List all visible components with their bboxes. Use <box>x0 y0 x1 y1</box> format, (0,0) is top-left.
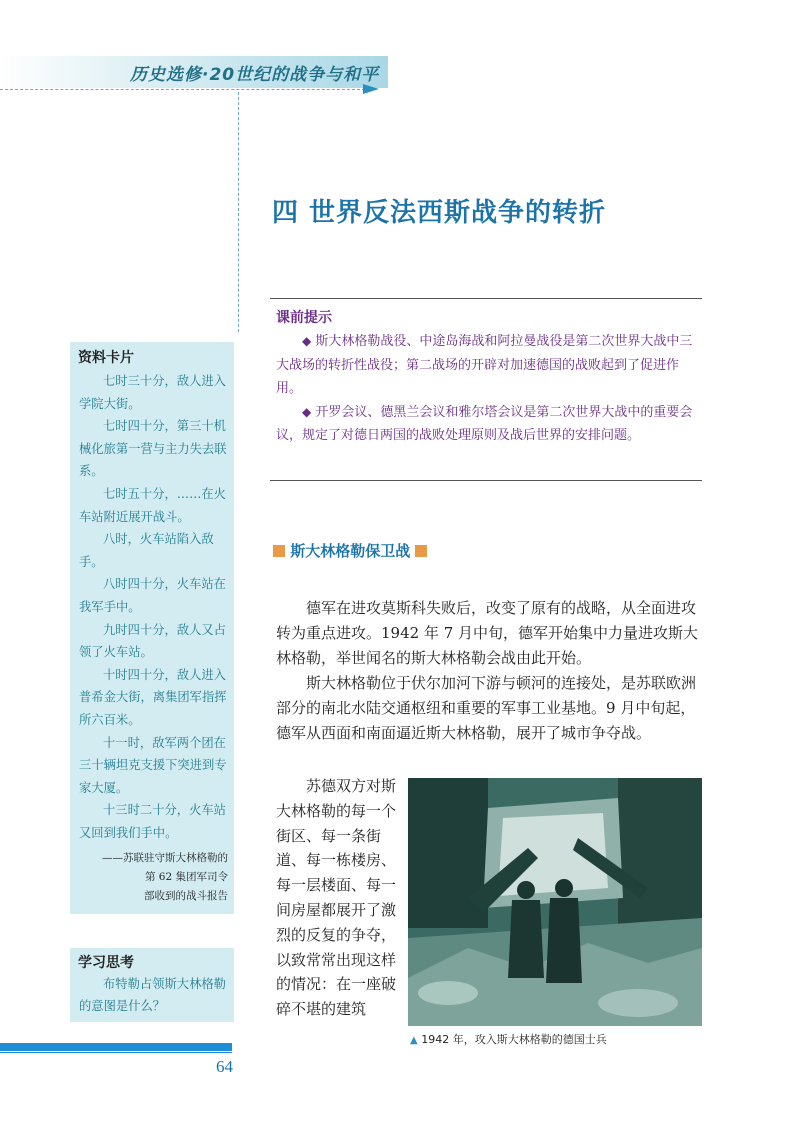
photo-caption-text: 1942 年，攻入斯大林格勒的德国士兵 <box>421 1033 607 1046</box>
hint-item-text: 斯大林格勒战役、中途岛海战和阿拉曼战役是第二次世界大战中三大战场的转折性战役；第二战场的开辟对加速德国的战败起到了促进作用。 <box>276 334 693 396</box>
body-paragraph-1: 德军在进攻莫斯科失败后，改变了原有的战略，从全面进攻转为重点进攻。1942 年 7 月中旬，德军开始集中力量进攻斯大林格勒，举世闻名的斯大林格勒会战由此开始。 <box>276 599 699 667</box>
header-arrow-icon <box>363 84 379 94</box>
chapter-title: 四 世界反法西斯战争的转折 <box>272 198 607 228</box>
body-paragraph-2: 斯大林格勒位于伏尔加河下游与顿河的连接处，是苏联欧洲部分的南北水陆交通枢纽和重要的军事工业基地。9 月中旬起，德军从西面和南面逼近斯大林格勒，展开了城市争夺战。 <box>276 674 697 742</box>
square-right-icon <box>415 545 427 557</box>
source-line: 第 62 集团军司令 <box>144 871 228 883</box>
body-paragraph-3-wrap <box>276 774 398 1022</box>
footer-line <box>0 1052 232 1053</box>
resource-entry: 十时四十分，敌人进入普希金大街，离集团军指挥所六百米。 <box>79 667 227 727</box>
diamond-bullet-icon: ◆ <box>302 334 312 348</box>
hint-item <box>276 401 704 448</box>
resource-entry: 十一时，敌军两个团在三十辆坦克支援下突进到专家大厦。 <box>79 735 227 795</box>
resource-entry: 八时，火车站陷入敌手。 <box>79 532 214 569</box>
hint-top-rule <box>270 298 702 299</box>
hint-heading: 课前提示 <box>276 310 332 326</box>
think-question: 布特勒占领斯大林格勒的意图是什么？ <box>79 977 226 1013</box>
header-dashed-line <box>0 89 365 90</box>
triangle-marker-icon: ▲ <box>410 1035 418 1046</box>
hint-bottom-rule <box>270 480 702 481</box>
think-card-title: 学习思考 <box>78 955 134 971</box>
resource-entry: 七时五十分，……在火车站附近展开战斗。 <box>79 486 226 524</box>
hint-list <box>276 330 704 448</box>
section-heading <box>273 540 427 561</box>
section-heading-text: 斯大林格勒保卫战 <box>290 542 411 560</box>
page-number: 64 <box>216 1057 233 1076</box>
resource-entry: 九时四十分，敌人又占领了火车站。 <box>79 622 226 660</box>
battle-photo-illustration <box>408 778 702 1026</box>
footer-bar <box>0 1043 232 1051</box>
diamond-bullet-icon: ◆ <box>302 404 312 419</box>
square-left-icon <box>273 545 285 557</box>
vertical-dashed-line <box>238 92 239 332</box>
resource-card-body <box>79 370 229 844</box>
resource-card-source <box>76 849 228 906</box>
think-card-body <box>79 973 229 1017</box>
resource-entry: 七时四十分，第三十机械化旅第一营与主力失去联系。 <box>79 419 227 479</box>
body-paragraph-3: 苏德双方对斯大林格勒的每一个街区、每一条街道、每一栋楼房、每一层楼面、每一间房屋都展开了激烈的反复的争夺，以致常常出现这样的情况：在一座破碎不堪的建筑 <box>276 777 397 1019</box>
source-line: 部收到的战斗报告 <box>144 890 228 902</box>
hint-item-text: 开罗会议、德黑兰会议和雅尔塔会议是第二次世界大战中的重要会议，规定了对德日两国的战败处理原则及战后世界的安排问题。 <box>276 404 693 443</box>
source-line: ——苏联驻守斯大林格勒的 <box>102 852 228 864</box>
photo-caption <box>410 1031 607 1047</box>
resource-entry: 十三时二十分，火车站又回到我们手中。 <box>79 803 226 840</box>
battle-photo <box>408 778 702 1026</box>
hint-item <box>276 330 704 401</box>
think-card <box>70 948 234 1022</box>
resource-card <box>70 342 234 914</box>
resource-card-title: 资料卡片 <box>78 350 134 366</box>
resource-entry: 七时三十分，敌人进入学院大街。 <box>79 374 226 411</box>
running-header-title: 历史选修·20世纪的战争与和平 <box>130 65 380 85</box>
resource-entry: 八时四十分，火车站在我军手中。 <box>79 577 226 614</box>
